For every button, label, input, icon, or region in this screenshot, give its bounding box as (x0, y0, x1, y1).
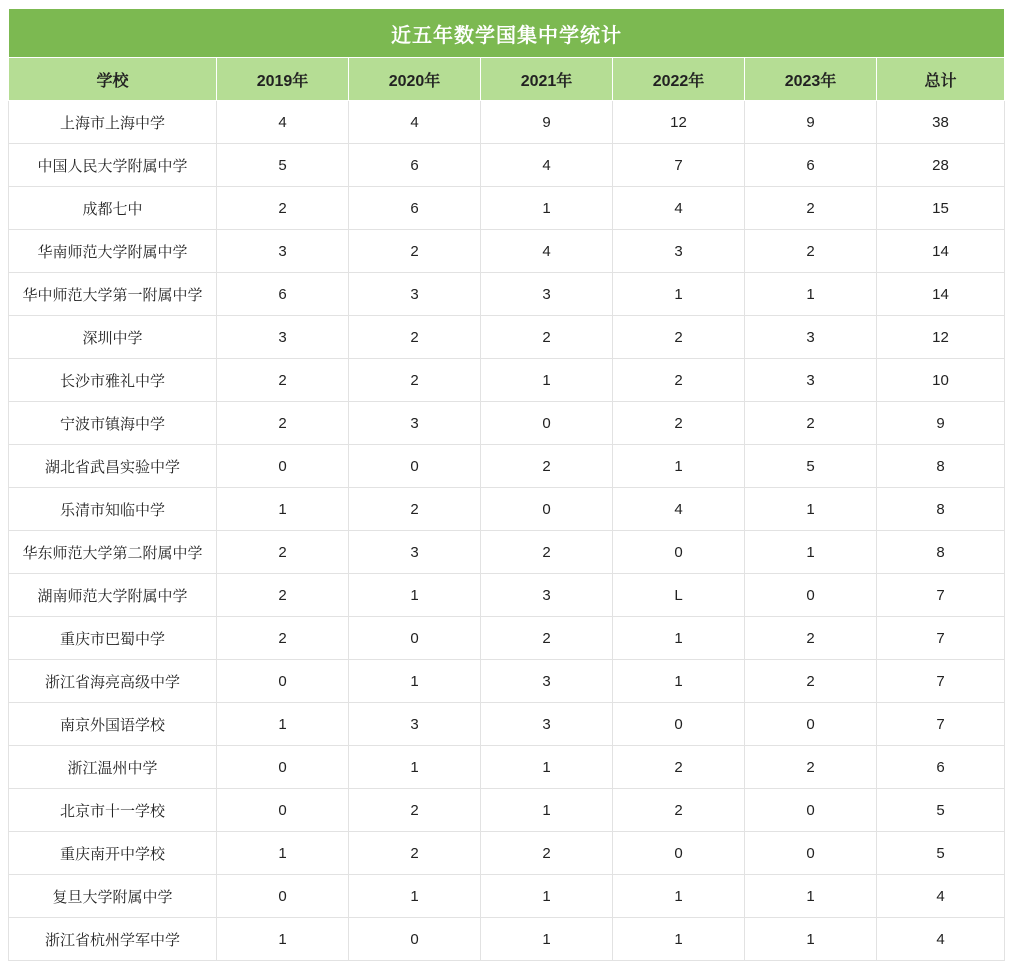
cell-total: 7 (877, 660, 1005, 703)
cell-y2022: 1 (613, 660, 745, 703)
table-title-row (9, 9, 1005, 58)
table-row (9, 359, 1005, 402)
cell-school: 长沙市雅礼中学 (9, 359, 217, 402)
cell-y2021: 1 (481, 918, 613, 961)
cell-y2020: 4 (349, 101, 481, 144)
cell-y2019: 1 (217, 488, 349, 531)
cell-y2021: 1 (481, 875, 613, 918)
cell-school: 成都七中 (9, 187, 217, 230)
cell-y2022: 4 (613, 187, 745, 230)
cell-school: 上海市上海中学 (9, 101, 217, 144)
cell-y2019: 2 (217, 617, 349, 660)
cell-y2019: 5 (217, 144, 349, 187)
cell-y2022: 2 (613, 746, 745, 789)
cell-y2023: 2 (745, 746, 877, 789)
cell-school: 复旦大学附属中学 (9, 875, 217, 918)
cell-total: 14 (877, 230, 1005, 273)
cell-y2020: 1 (349, 875, 481, 918)
cell-school: 华东师范大学第二附属中学 (9, 531, 217, 574)
cell-y2019: 3 (217, 230, 349, 273)
table-row (9, 144, 1005, 187)
cell-y2021: 0 (481, 402, 613, 445)
cell-y2020: 2 (349, 359, 481, 402)
cell-y2021: 3 (481, 574, 613, 617)
column-header-2023: 2023年 (745, 58, 877, 101)
cell-y2019: 2 (217, 531, 349, 574)
cell-school: 宁波市镇海中学 (9, 402, 217, 445)
cell-y2020: 6 (349, 144, 481, 187)
cell-y2019: 2 (217, 402, 349, 445)
cell-school: 北京市十一学校 (9, 789, 217, 832)
cell-y2022: 2 (613, 402, 745, 445)
cell-total: 7 (877, 574, 1005, 617)
cell-y2020: 3 (349, 402, 481, 445)
cell-y2023: 0 (745, 789, 877, 832)
cell-y2020: 0 (349, 617, 481, 660)
cell-y2023: 1 (745, 875, 877, 918)
column-header-school: 学校 (9, 58, 217, 101)
cell-y2020: 1 (349, 746, 481, 789)
cell-y2023: 0 (745, 703, 877, 746)
table-row (9, 574, 1005, 617)
cell-y2019: 2 (217, 574, 349, 617)
cell-y2020: 6 (349, 187, 481, 230)
cell-school: 重庆南开中学校 (9, 832, 217, 875)
cell-y2022: 7 (613, 144, 745, 187)
cell-y2019: 0 (217, 660, 349, 703)
cell-y2021: 0 (481, 488, 613, 531)
cell-y2019: 0 (217, 789, 349, 832)
table-row (9, 488, 1005, 531)
column-header-total: 总计 (877, 58, 1005, 101)
cell-y2022: 0 (613, 703, 745, 746)
cell-y2019: 1 (217, 703, 349, 746)
cell-y2020: 2 (349, 316, 481, 359)
cell-y2019: 0 (217, 445, 349, 488)
cell-school: 湖北省武昌实验中学 (9, 445, 217, 488)
table-row (9, 531, 1005, 574)
cell-school: 重庆市巴蜀中学 (9, 617, 217, 660)
cell-y2019: 1 (217, 918, 349, 961)
cell-school: 华中师范大学第一附属中学 (9, 273, 217, 316)
table-header-row (9, 58, 1005, 101)
cell-y2022: 1 (613, 875, 745, 918)
cell-school: 中国人民大学附属中学 (9, 144, 217, 187)
cell-total: 7 (877, 703, 1005, 746)
cell-y2023: 1 (745, 531, 877, 574)
cell-y2019: 2 (217, 187, 349, 230)
cell-y2019: 0 (217, 875, 349, 918)
table-row (9, 875, 1005, 918)
cell-total: 14 (877, 273, 1005, 316)
cell-y2020: 3 (349, 273, 481, 316)
cell-total: 8 (877, 488, 1005, 531)
cell-y2023: 1 (745, 273, 877, 316)
table-row (9, 402, 1005, 445)
cell-y2019: 6 (217, 273, 349, 316)
page-title: 近五年数学国集中学统计 (9, 9, 1005, 58)
table-row (9, 273, 1005, 316)
cell-y2019: 4 (217, 101, 349, 144)
column-header-2021: 2021年 (481, 58, 613, 101)
cell-y2023: 0 (745, 832, 877, 875)
cell-y2023: 2 (745, 187, 877, 230)
cell-y2020: 3 (349, 703, 481, 746)
table-row (9, 617, 1005, 660)
cell-y2020: 0 (349, 445, 481, 488)
cell-y2020: 1 (349, 574, 481, 617)
cell-y2021: 2 (481, 531, 613, 574)
cell-y2019: 3 (217, 316, 349, 359)
cell-y2022: 4 (613, 488, 745, 531)
cell-total: 28 (877, 144, 1005, 187)
cell-y2021: 4 (481, 230, 613, 273)
cell-total: 5 (877, 832, 1005, 875)
cell-y2020: 2 (349, 832, 481, 875)
cell-y2019: 1 (217, 832, 349, 875)
cell-total: 4 (877, 875, 1005, 918)
cell-y2019: 2 (217, 359, 349, 402)
cell-y2022: 0 (613, 531, 745, 574)
cell-y2021: 1 (481, 359, 613, 402)
cell-y2023: 1 (745, 488, 877, 531)
cell-y2022: 1 (613, 273, 745, 316)
cell-y2023: 9 (745, 101, 877, 144)
cell-total: 8 (877, 531, 1005, 574)
table-row (9, 101, 1005, 144)
cell-total: 38 (877, 101, 1005, 144)
cell-y2023: 2 (745, 402, 877, 445)
table-row (9, 445, 1005, 488)
cell-y2022: 0 (613, 832, 745, 875)
cell-total: 12 (877, 316, 1005, 359)
cell-y2022: 3 (613, 230, 745, 273)
column-header-2022: 2022年 (613, 58, 745, 101)
cell-y2023: 3 (745, 316, 877, 359)
cell-y2021: 1 (481, 187, 613, 230)
cell-y2023: 2 (745, 230, 877, 273)
cell-school: 华南师范大学附属中学 (9, 230, 217, 273)
table-row (9, 187, 1005, 230)
table-row (9, 316, 1005, 359)
cell-y2021: 2 (481, 316, 613, 359)
cell-y2021: 9 (481, 101, 613, 144)
cell-y2022: 2 (613, 316, 745, 359)
cell-school: 浙江温州中学 (9, 746, 217, 789)
table-row (9, 230, 1005, 273)
statistics-table (8, 8, 1005, 961)
cell-y2020: 0 (349, 918, 481, 961)
cell-y2021: 3 (481, 660, 613, 703)
cell-y2020: 2 (349, 789, 481, 832)
cell-school: 乐清市知临中学 (9, 488, 217, 531)
cell-y2022: 2 (613, 789, 745, 832)
cell-school: 浙江省杭州学军中学 (9, 918, 217, 961)
cell-school: 湖南师范大学附属中学 (9, 574, 217, 617)
cell-y2019: 0 (217, 746, 349, 789)
column-header-2020: 2020年 (349, 58, 481, 101)
cell-y2022: 12 (613, 101, 745, 144)
cell-y2023: 2 (745, 617, 877, 660)
cell-y2021: 1 (481, 789, 613, 832)
table-body (9, 101, 1005, 961)
cell-y2023: 5 (745, 445, 877, 488)
cell-y2023: 6 (745, 144, 877, 187)
cell-school: 南京外国语学校 (9, 703, 217, 746)
cell-total: 15 (877, 187, 1005, 230)
cell-y2022: L (613, 574, 745, 617)
cell-y2021: 4 (481, 144, 613, 187)
table-row (9, 918, 1005, 961)
cell-y2023: 2 (745, 660, 877, 703)
table-row (9, 660, 1005, 703)
cell-y2020: 3 (349, 531, 481, 574)
cell-y2020: 2 (349, 488, 481, 531)
cell-y2021: 3 (481, 703, 613, 746)
cell-total: 7 (877, 617, 1005, 660)
cell-y2021: 2 (481, 617, 613, 660)
cell-total: 6 (877, 746, 1005, 789)
cell-total: 9 (877, 402, 1005, 445)
cell-y2023: 1 (745, 918, 877, 961)
cell-y2022: 1 (613, 918, 745, 961)
cell-school: 深圳中学 (9, 316, 217, 359)
cell-y2020: 2 (349, 230, 481, 273)
cell-total: 10 (877, 359, 1005, 402)
cell-total: 8 (877, 445, 1005, 488)
cell-y2022: 1 (613, 445, 745, 488)
table-row (9, 746, 1005, 789)
cell-y2022: 1 (613, 617, 745, 660)
cell-y2021: 2 (481, 445, 613, 488)
table-row (9, 832, 1005, 875)
cell-y2021: 2 (481, 832, 613, 875)
cell-y2020: 1 (349, 660, 481, 703)
cell-total: 4 (877, 918, 1005, 961)
cell-y2021: 1 (481, 746, 613, 789)
cell-school: 浙江省海亮高级中学 (9, 660, 217, 703)
cell-y2022: 2 (613, 359, 745, 402)
cell-y2021: 3 (481, 273, 613, 316)
table-row (9, 789, 1005, 832)
cell-total: 5 (877, 789, 1005, 832)
table-row (9, 703, 1005, 746)
column-header-2019: 2019年 (217, 58, 349, 101)
cell-y2023: 3 (745, 359, 877, 402)
cell-y2023: 0 (745, 574, 877, 617)
